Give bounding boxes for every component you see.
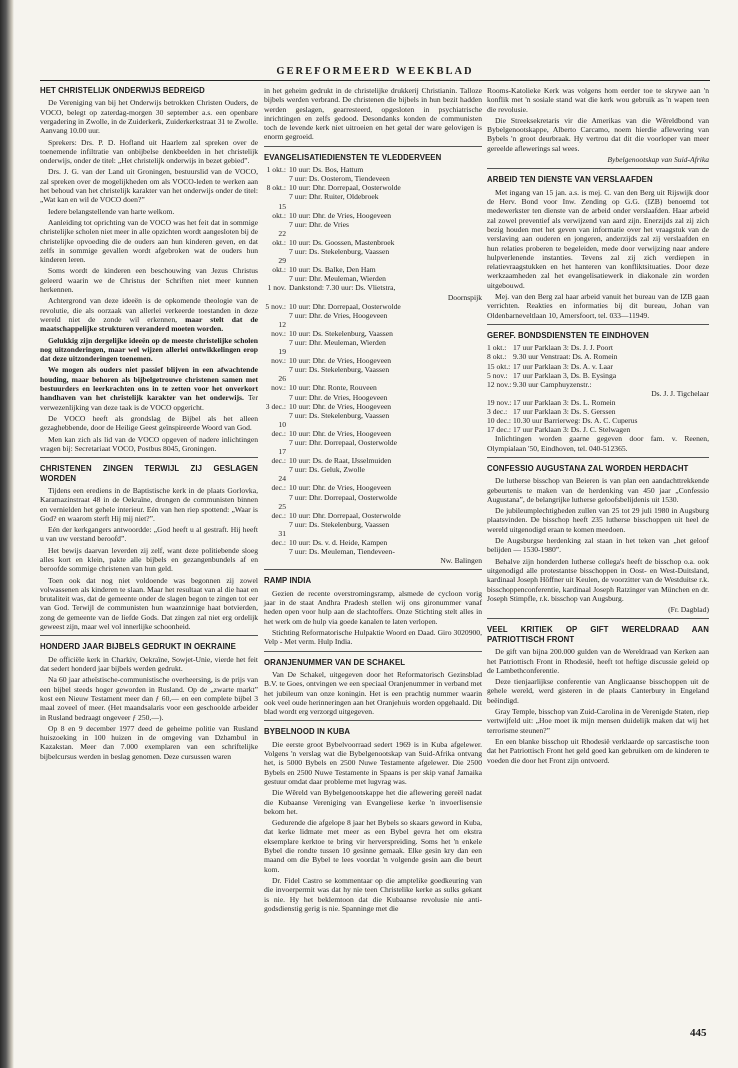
service-row	[264, 520, 482, 529]
column-1	[40, 86, 258, 763]
paragraph: Drs. J. G. van der Land uit Groningen, bestuurslid van de VOCO, zal spreken over de mogelijkheden om als VOCO-leden te werken aan het behoud van het christelijk karakter van het onderwijs onder de titel: „Wat kan en wil de VOCO doen?”	[40, 167, 258, 205]
service-date: 8 okt.:	[266, 183, 286, 193]
service-text: 7 uur: Ds. Stekelenburg, Vaassen	[289, 519, 390, 529]
service-row	[264, 338, 482, 347]
service-text: 10 uur: Dhr. Ronte, Rouveen	[289, 383, 377, 393]
paragraph: De officiële kerk in Charkiv, Oekraïne, Sowjet-Unie, vierde het feit dat sedert honderd jaar bijbels werden gedrukt.	[40, 654, 258, 674]
service-row	[264, 320, 482, 338]
service-row	[264, 402, 482, 411]
paragraph	[40, 365, 258, 411]
service-text: 7 uur: Dhr. Dorrepaal, Oosterwolde	[289, 492, 397, 502]
paragraph: Mej. van den Berg zal haar arbeid vanuit het bureau van de IZB gaan verrichten. Reakties en informaties bij dit bureau, Johan van Oldenbarneveltlaan 10, Amersfoort, tel. 033—11949.	[487, 292, 709, 320]
service-text: 7 uur: Dhr. Meuleman, Wierden	[289, 274, 386, 284]
service-row	[264, 556, 482, 565]
bondsdienst-text: 17 uur Parklaan 3, Ds. B. Eysinga	[513, 370, 617, 380]
service-row	[264, 465, 482, 474]
paragraph: Men kan zich als lid van de VOCO opgeven of nadere inlichtingen vragen bij: Secretariaat VOCO, Postbus 8045, Groningen.	[40, 434, 258, 453]
paragraph: Gezien de recente overstromingsramp, alsmede de cycloon vorig jaar in de staat Andhra Pradesh stellen wij ons gironummer vanaf heden open voor hulp aan de slachtoffers. Onze Stichting stelt alles in het werk om de hulp via goede kanalen te laten verlopen.	[264, 588, 482, 626]
article-divider	[487, 168, 709, 169]
article-title: EVANGELISATIEDIENSTEN TE VLEDDERVEEN	[264, 152, 442, 162]
article-title: HET CHRISTELIJK ONDERWIJS BEDREIGD	[40, 86, 205, 95]
service-text: 7 uur: Ds. Geluk, Zwolle	[289, 465, 365, 475]
service-text: 10 uur: Dhr. de Vries, Hoogeveen	[289, 483, 392, 493]
service-text: Nw. Balingen	[440, 556, 482, 566]
paragraph: De lutherse bisschop van Beieren is van plan een aandachttrekkende gebeurtenis te maken van de herdenking van 450 jaar „Confessio Augustana”, de belangrijke lutherse geloofsbelijdenis uit 1530.	[487, 476, 709, 504]
service-row	[264, 547, 482, 556]
paragraph: Van De Schakel, uitgegeven door het Reformatorisch Gezinsblad B.V. te Goes, ontvingen we een speciaal Oranjenummer in verband met het jubileum van onze koningin. Het is een prachtig nummer waarin ook veel oude herinneringen aan het Oranjehuis worden opgehaald. Dit blad wordt erg verzorgd uitgegeven.	[264, 669, 482, 717]
header-rule	[40, 80, 710, 81]
service-row	[264, 447, 482, 465]
paragraph: Met ingang van 15 jan. a.s. is mej. C. van den Berg uit Rijswijk door de Herv. Bond voor Inw. Zending op G.G. (IZB) benoemd tot medewerkster ten dienste van de arbeid onder verslaafden. Haar arbeid zal zowel preventief als verwijzend van aard zijn. Enerzijds zal zij zich bezig houden met het geven van informatie over het vraagstuk van de verslaving aan ouderen en jongeren, anderzijds zal zij verslaafden en hun relaties proberen te begeleiden, mede door verwijzing naar andere hulpverlenende instanties. Tevens zal zij zich verdiepen in relatievraagstukken en het hanteren van konfliktsituaties. Door deze werkzaamheden zal het evangelisatiewerk in diakonale zin worden uitgebouwd.	[487, 187, 709, 290]
service-date: 17 dec.:	[271, 447, 286, 466]
paragraph: Toen ook dat nog niet voldoende was begonnen zij zowel volwassenen als kinderen te slaan. Maar het resultaat van al die haat en brutaliteit was, dat de gemeente onder de slagen begon te zingen tot eer van God. Terwijl de communisten hun waanzinnige haat botvierden, zong de gemeente van de liefde Gods. Dat zingen zal niet erg ordelijk geweest zijn, maar wel vol innerlijke schoonheid.	[40, 575, 258, 632]
paragraph: Tijdens een erediens in de Baptistische kerk in de plaats Gorlovka, Karamazinstraat 48 in de Oekraïne, drongen de communisten binnen en vernielden het gehele interieur. Eén van hen riep spottend: „Waar is God? en waarom sterft Hij mij niet?”.	[40, 485, 258, 523]
paragraph: Behalve zijn honderden lutherse collega's heeft de bisschop o.a. ook uitgenodigd alle protestantse bisschoppen in Oost- en West-Duitsland, kardinaal Joseph Höffner uit Keulen, de voorzitter van de Westduitse r.k. bisschoppenconferentie, kardinaal Joseph Ratzinger van München en dr. Joseph Stimpfle, r.k. bisschop van Augsburg.	[487, 556, 709, 603]
service-date: 22 okt.:	[272, 228, 286, 247]
service-row	[264, 165, 482, 174]
service-text: 10 uur: Ds. Goossen, Mastenbroek	[289, 237, 395, 247]
article-title: RAMP INDIA	[264, 576, 312, 586]
service-row	[264, 474, 482, 492]
bondsdienst-text: 10.30 uur Barrierweg: Ds. A. C. Cuperus	[513, 416, 638, 426]
service-text: 10 uur: Dhr. Dorrepaal, Oosterwolde	[289, 301, 401, 311]
service-row	[264, 493, 482, 502]
article-title: VEEL KRITIEK OP GIFT WERELDRAAD AAN PATRIOTTISCH FRONT	[487, 625, 709, 644]
paragraph: Die eerste groot Bybelvoorraad sedert 1969 is in Kuba afgelewer. Volgens 'n verslag wat die Bybelgenootskap van Suid-Afrika ontvang het, is 5000 Bybels en 2500 Nuwe Testamente afgelewer. Die 2500 Bybels en 2500 Nuwe Testamente in Spaans is per skip vanaf Jamaika gestuur omdat daar probleme met lugvrag was.	[264, 739, 482, 786]
service-row	[264, 247, 482, 256]
service-row	[264, 311, 482, 320]
bondsdienst-text: 17 uur Parklaan 3: Ds. A. v. Laar	[513, 361, 613, 371]
bondsdienst-text: 9.30 uur Venstraat: Ds. A. Romein	[513, 352, 618, 362]
service-text: 7 uur: Ds. Stekelenburg, Vaassen	[289, 247, 390, 257]
service-text: 10 uur: Dhr. Dorrepaal, Oosterwolde	[289, 183, 401, 193]
service-row	[264, 229, 482, 247]
service-text: 10 uur: Ds. Balke, Den Ham	[289, 265, 376, 275]
paragraph: Op 8 en 9 december 1977 deed de geheime politie van Rusland huiszoeking in 100 huizen in de omgeving van Dzhambul in Kazakstan. Meer dan 7.000 exemplaren van een schriftelijke bijbelcursus werden in beslag genomen. Deze cursussen waren	[40, 723, 258, 761]
bondsdienst-row	[487, 352, 709, 361]
service-date: 29 okt.:	[272, 256, 286, 275]
paragraph: De gift van bijna 200.000 gulden van de Wereldraad van Kerken aan het Patriottisch Front in Rhodesië, heeft tot heftige discussie geleid op de Lambethconferentie.	[487, 647, 709, 675]
service-date: 26 nov.:	[271, 374, 286, 393]
service-date: 1 okt.:	[266, 165, 286, 175]
service-date: 5 nov.:	[265, 301, 286, 311]
bondsdienst-date: 10 dec.:	[487, 416, 512, 426]
service-text: Doornspijk	[447, 292, 482, 302]
paragraph: Die Wêreld van Bybelgenootskappe het die aflewering gereël nadat die Kubaanse Vereniging van Evangeliese kerke 'n invoerlisensie bekom het.	[264, 788, 482, 816]
article-divider	[487, 324, 709, 325]
service-text: 10 uur: Ds. v. d. Heide, Kampen	[289, 538, 388, 548]
paragraph: Aanleiding tot oprichting van de VOCO was het feit dat in sommige christelijke scholen niet meer in alle opzichten wordt aangesloten bij de christelijke opvoeding die de ouders aan hun kinderen geven, en dat zelfs in sommige gevallen wordt afgebroken wat de ouders hun kinderen leren.	[40, 217, 258, 265]
service-text: 7 uur: Dhr. Meuleman, Wierden	[289, 337, 386, 347]
service-row	[264, 302, 482, 311]
paragraph: De Augsburgse herdenking zal staan in het teken van „het geloof belijden — 1530-1980”.	[487, 536, 709, 555]
bondsdienst-date: 17 dec.:	[487, 425, 512, 435]
paragraph: Soms wordt de kinderen een beschouwing van Jezus Christus geleerd waarin we de Christus der Schriften niet meer kunnen herkennen.	[40, 266, 258, 295]
paragraph	[40, 296, 258, 333]
service-row	[264, 192, 482, 201]
bondsdienst-row	[487, 425, 709, 434]
service-date: 3 dec.:	[265, 401, 286, 411]
signature: Bybelgenootskap van Suid-Afrika	[607, 155, 709, 165]
service-text: 10 uur: Dhr. de Vries, Hoogeveen	[289, 356, 392, 366]
article-divider	[264, 651, 482, 652]
bondsdienst-date: 5 nov.:	[487, 370, 508, 380]
service-text: 7 uur: Dhr. de Vries, Hoogeveen	[289, 392, 388, 402]
service-text: 7 uur: Dhr. Dorrepaal, Oosterwolde	[289, 438, 397, 447]
paragraph: Gray Temple, bisschop van Zuid-Carolina in de Verenigde Staten, riep vertwijfeld uit: „Hoe moet ik mijn mensen duidelijk maken dat wij het terrorisme steunen?”	[487, 707, 709, 735]
bondsdienst-date: 3 dec.:	[487, 407, 508, 416]
service-schedule	[264, 165, 482, 565]
service-text: 10 uur: Ds. Bos, Hattum	[289, 165, 364, 175]
service-text: 7 uur: Dhr. de Vries, Hoogeveen	[289, 310, 388, 320]
article-title: BYBELNOOD IN KUBA	[264, 727, 351, 737]
paragraph: Gelukkig zijn dergelijke ideeën op de meeste christelijke scholen nog uitzonderingen, maar wel wijzen allerlei ontwikkelingen erop dat deze uitzonderingen toenemen.	[40, 335, 258, 364]
paragraph: Het bewijs daarvan leverden zij zelf, want deze politiebende sloeg alles kort en klein, pakte alle bijbels en gezangenbundels af en beroofde sommige christenen van hun geld.	[40, 545, 258, 574]
service-text: 7 uur: Dhr. Ruiter, Oldebroek	[289, 192, 379, 202]
article-title: CONFESSIO AUGUSTANA ZAL WORDEN HERDACHT	[487, 463, 689, 473]
paragraph: De jubileumplechtigheden zullen van 25 tot 29 juli 1980 in Augsburg plaatsvinden. De bisschop heeft 235 lutherse bisschoppen uit heel de wereld uitgenodigd eraan te komen meedoen.	[487, 506, 709, 534]
service-row	[264, 202, 482, 220]
service-row	[264, 502, 482, 520]
service-row	[264, 529, 482, 547]
service-text: 7 uur: Dhr. de Vries	[289, 219, 349, 229]
paragraph: Stichting Reformatorische Hulpaktie Woord en Daad. Giro 3020900, Velp - Met verm. Hulp India.	[264, 627, 482, 647]
paragraph: De VOCO heeft als grondslag de Bijbel als het alleen gezaghebbende, door de Heilige Geest geïnspireerde Woord van God.	[40, 413, 258, 433]
bondsdienst-text: 17 uur Parklaan 3: Ds. J. J. Poort	[513, 343, 613, 353]
article-title: GEREF. BONDSDIENSTEN TE EINDHOVEN	[487, 330, 649, 340]
service-text: 10 uur: Ds. Stekelenburg, Vaassen	[289, 328, 393, 338]
service-date: 1 nov.	[267, 283, 286, 293]
bondsdienst-row	[487, 371, 709, 380]
bondsdienst-text: 17 uur Parklaan 3: Ds. S. Gerssen	[513, 407, 616, 416]
bondsdienst-row	[487, 343, 709, 352]
service-text: 10 uur: Dhr. de Vries, Hoogeveen	[289, 428, 392, 438]
bondsdienst-date: 15 okt.:	[487, 361, 511, 371]
service-row	[264, 393, 482, 402]
service-date: 25 dec.:	[271, 501, 286, 520]
paragraph: Dr. Fidel Castro se kommentaar op die amptelike goedkeuring van die invoerpermit was dat hy nie teen Christelike kerke as sulks gekant is nie. Hy het beklemtoon dat die Kubaanse revolusie nie anti-godsdienstig gerig is nie. Spanninge met die	[264, 875, 482, 913]
bondsdienst-text: Ds. J. J. Tigchelaar	[651, 388, 709, 398]
article-divider	[40, 635, 258, 636]
service-row	[264, 420, 482, 438]
article-divider	[264, 720, 482, 721]
paragraph: Rooms-Katolieke Kerk was volgens hom eerder toe te skrywe aan 'n konflik met 'n sosiale stand wat die kerk wou gebruik as 'n wapen teen die revolusie.	[487, 86, 709, 114]
paragraph: Die Streeksekretaris vir die Amerikas van die Wêreldbond van Bybelgenootskappe, Alberto Carcamo, noem hierdie aflewering van Bybels 'n groot deurbraak. Hy vertrou dat dit die voorloper van meer gereelde aflewerings sal wees.	[487, 115, 709, 153]
page-number: 445	[690, 1027, 707, 1039]
text-run: Achtergrond van deze ideeën is de opkomende theologie van de revolutie, die als oorzaak van allerlei verkeerde toestanden in deze wereld niet de zonde wil erkennen,	[40, 296, 258, 324]
article-title: ORANJENUMMER VAN DE SCHAKEL	[264, 657, 406, 667]
article-title: ARBEID TEN DIENSTE VAN VERSLAAFDEN	[487, 175, 653, 185]
column-2	[264, 86, 482, 915]
paragraph: in het geheim gedrukt in de christelijke drukkerij Christianin. Talloze bijbels werden verbrand. De christenen die bijbels in hun bezit hadden werden geslagen, gearresteerd, opgesloten in psychiatrische inrichtingen en zelfs gedood. Desondanks konden de communisten toch de levende kerk niet uitroeien en het getal der ware gelovigen is enorm gegroeid.	[264, 86, 482, 142]
article-divider	[264, 569, 482, 570]
bondsdienst-row	[487, 407, 709, 416]
bondsdienst-row	[487, 389, 709, 398]
service-row	[264, 283, 482, 292]
service-text: 7 uur: Ds. Oosterom, Tiendeveen	[289, 174, 390, 184]
bondsdienst-row	[487, 362, 709, 371]
service-row	[264, 274, 482, 283]
paragraph: Sprekers: Drs. P. D. Hofland uit Haarlem zal spreken over de toenemende infiltratie van onbijbelse denkbeelden in het christelijk onderwijs, onder de titel: „Het christelijk onderwijs in bezet gebied”.	[40, 137, 258, 166]
service-text: 10 uur: Dhr. de Vries, Hoogeveen	[289, 401, 392, 411]
bondsdienst-row	[487, 380, 709, 389]
paragraph: Inlichtingen worden gaarne gegeven door fam. v. Reenen, Olympialaan '50, Eindhoven, tel. 040-512365.	[487, 434, 709, 453]
source-credit: (Fr. Dagblad)	[668, 605, 709, 615]
bold-text-run: maar stelt dat de maatschappelijke strukturen veranderd moeten worden.	[40, 314, 258, 334]
service-row	[264, 347, 482, 365]
bondsdienst-row	[487, 398, 709, 407]
running-head: GEREFORMEERD WEEKBLAD	[276, 66, 474, 77]
service-text: 7 uur: Ds. Meuleman, Tiendeveen-	[289, 547, 395, 557]
article-title: CHRISTENEN ZINGEN TERWIJL ZIJ GESLAGEN WORDEN	[40, 464, 258, 483]
bondsdienst-text: 9.30 uur Camphuyzenstr.:	[513, 379, 592, 389]
paragraph: Gedurende die afgelope 8 jaar het Bybels so skaars geword in Kuba, dat kerke lidmate met meer as een Bybel gevra het om ekstra eksemplare kerktoe te bring vir herverspreiding. Soms het 'n enkele Bybel die rondte tussen 10 gesinne gemaak. Elke gesin kry dan een maand om die Bybel te lees voordat 'n volgende gesin aan die beurt kom.	[264, 818, 482, 874]
bondsdienst-text: 17 uur Parklaan 3: Ds. L. Romein	[513, 397, 616, 407]
article-divider	[487, 457, 709, 458]
book-binding-edge	[0, 0, 14, 1068]
service-row	[264, 220, 482, 229]
service-row	[264, 256, 482, 274]
service-row	[264, 183, 482, 192]
paragraph: Deze tienjaarlijkse conferentie van Anglicaanse bisschoppen uit de gehele wereld, werd gisteren in de plaats Canterbury in Engeland beëindigd.	[487, 677, 709, 705]
column-3	[487, 86, 709, 767]
bondsdienst-text: 17 uur Parklaan 3: Ds. J. C. Stelwagen	[513, 425, 631, 435]
service-text: 10 uur: Dhr. de Vries, Hoogeveen	[289, 210, 392, 220]
bold-text-run: We mogen als ouders niet passief blijven in een afwachtende houding, maar behoren als bijbelgetrouwe christenen samen met bestuurders en leerkrachten ons in te zetten voor het onverkort handhaven van het christelijk karakter van het onderwijs.	[40, 365, 258, 403]
bondsdienst-date: 19 nov.:	[487, 397, 512, 407]
service-row	[264, 365, 482, 374]
bondsdiensten-schedule	[487, 343, 709, 434]
bondsdienst-date: 8 okt.:	[487, 352, 507, 362]
paragraph: Na 60 jaar atheïstische-communistische overheersing, is de prijs van een bijbel steeds hoger geworden in Rusland. Op de „zwarte markt” kost een Nieuw Testament meer dan ƒ 60,— en een complete bijbel 3 maal zoveel of meer. (Het maandsalaris voor een geschoolde arbeider in Rusland bedraagt ongeveer ƒ 250,—).	[40, 675, 258, 722]
service-text: 7 uur: Ds. Stekelenburg, Vaassen	[289, 410, 390, 420]
bondsdienst-date: 1 okt.:	[487, 343, 507, 353]
service-text: 10 uur: Ds. de Raat, IJsselmuiden	[289, 456, 392, 466]
service-text: 10 uur: Dhr. Dorrepaal, Oosterwolde	[289, 510, 401, 520]
service-row	[264, 293, 482, 302]
service-row	[264, 174, 482, 183]
paragraph: Eén der kerkgangers antwoordde: „God heeft u al gestraft. Hij heeft u van uw verstand beroofd”.	[40, 525, 258, 544]
article-divider	[487, 618, 709, 619]
paragraph: Iedere belangstellende van harte welkom.	[48, 206, 175, 216]
service-date: 12 nov.:	[271, 319, 286, 338]
service-row	[264, 411, 482, 420]
bondsdienst-date: 12 nov.:	[487, 379, 512, 389]
service-date: 31 dec.:	[271, 528, 286, 548]
article-divider	[40, 457, 258, 458]
article-title: HONDERD JAAR BIJBELS GEDRUKT IN OEKRAINE	[40, 642, 236, 652]
service-row	[264, 438, 482, 447]
article-divider	[264, 146, 482, 147]
service-text: Dankstond: 7.30 uur: Ds. Vlietstra,	[289, 283, 396, 293]
bondsdienst-row	[487, 416, 709, 425]
service-date: 15 okt.:	[272, 201, 286, 220]
service-row	[264, 374, 482, 392]
text-run: Ter verwezenlijking van deze taak is de VOCO opgericht.	[40, 393, 258, 412]
service-date: 24 dec.:	[271, 474, 286, 493]
paragraph: En een blanke bisschop uit Rhodesië verklaarde op sarcastische toon dat het Patriottisch Front het geld goed kan gebruiken om de kinderen te voeden die door het Front zijn ontvoerd.	[487, 736, 709, 765]
service-date: 19 nov.:	[271, 347, 286, 366]
service-date: 10 dec.:	[271, 419, 286, 438]
service-text: 7 uur: Ds. Stekelenburg, Vaassen	[289, 365, 390, 375]
paragraph: De Vereniging van bij het Onderwijs betrokken Christen Ouders, de VOCO, belegt op zaterdag-morgen 30 september a.s. een openbare vergadering in Zwolle, in de Zuiderkerk, Zuiderkerkstraat 31 te Zwolle. Aanvang 10.00 uur.	[40, 98, 258, 136]
